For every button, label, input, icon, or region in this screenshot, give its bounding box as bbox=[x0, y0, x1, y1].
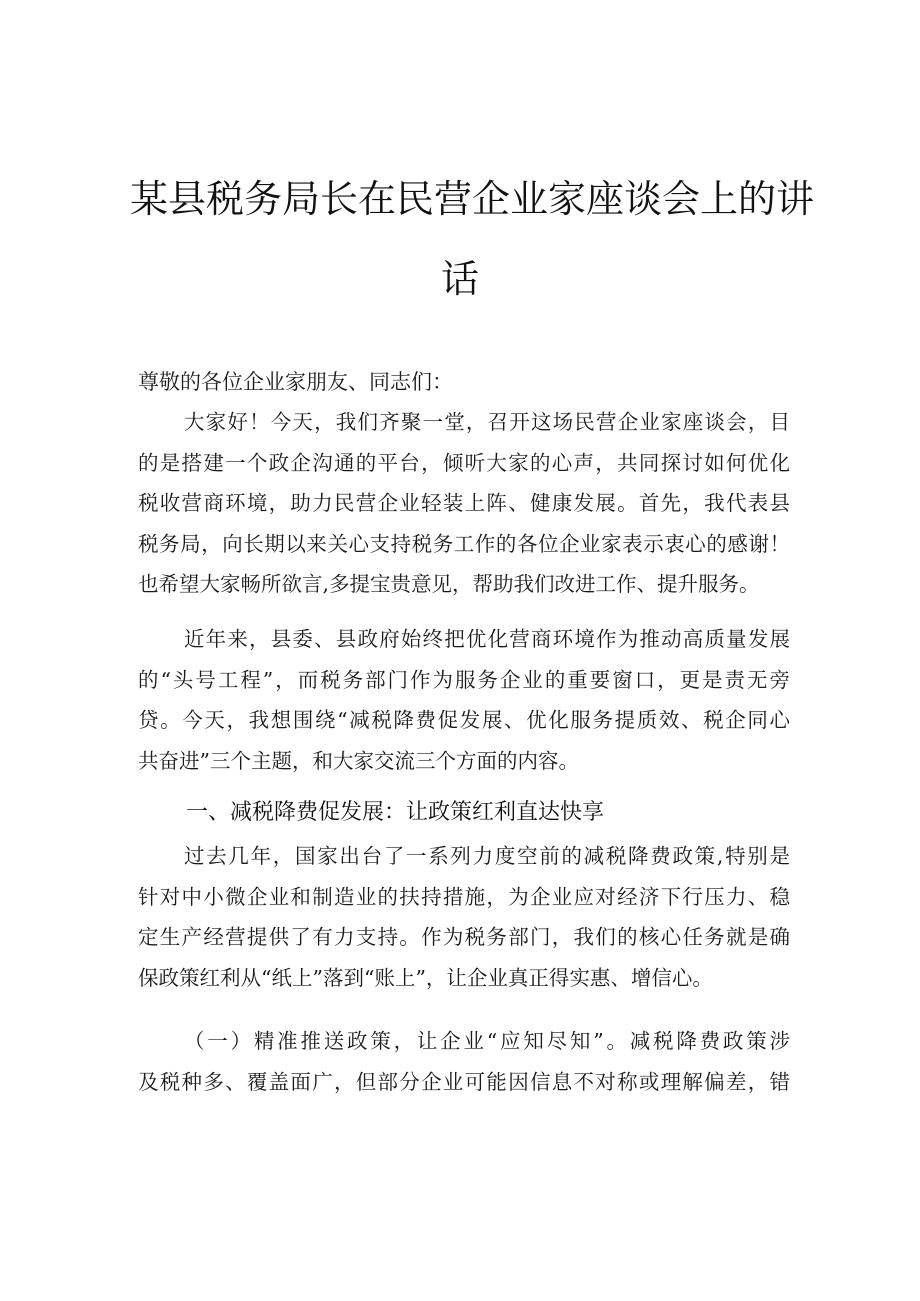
paragraph-themes bbox=[138, 619, 790, 781]
paragraph-line: 及税种多、覆盖面广，但部分企业可能因信息不对称或理解偏差，错 bbox=[138, 1069, 790, 1094]
paragraph-line: 保政策红利从“纸上”落到“账上”，让企业真正得实惠、增信心。 bbox=[138, 965, 713, 990]
paragraph-line: （一）精准推送政策，让企业“应知尽知”。减税降费政策涉 bbox=[184, 1029, 790, 1053]
paragraph-line: 共奋进”三个主题，和大家交流三个方面的内容。 bbox=[138, 748, 579, 773]
document-title-line-1: 某县税务局长在民营企业家座谈会上的讲 bbox=[130, 177, 815, 221]
document-title-line-2: 话 bbox=[440, 257, 479, 301]
paragraph-line: 贷。今天，我想围绕“减税降费促发展、优化服务提质效、税企同心 bbox=[138, 708, 790, 732]
paragraph-line: 大家好！今天，我们齐聚一堂，召开这场民营企业家座谈会，目 bbox=[184, 410, 790, 434]
paragraph-opening bbox=[138, 402, 790, 605]
paragraph-subsection-1 bbox=[138, 1021, 790, 1102]
paragraph-line: 定生产经营提供了有力支持。作为税务部门，我们的核心任务就是确 bbox=[138, 925, 790, 949]
paragraph-line: 近年来，县委、县政府始终把优化营商环境作为推动高质量发展 bbox=[184, 627, 790, 651]
paragraph-line: 税务局，向长期以来关心支持税务工作的各位企业家表示衷心的感谢！ bbox=[138, 531, 790, 556]
section-heading-1: 一、减税降费促发展：让政策红利直达快享 bbox=[186, 800, 605, 825]
paragraph-line: 的“头号工程”，而税务部门作为服务企业的重要窗口，更是责无旁 bbox=[138, 667, 790, 692]
paragraph-line: 针对中小微企业和制造业的扶持措施，为企业应对经济下行压力、稳 bbox=[138, 884, 790, 909]
paragraph-tax-relief bbox=[138, 836, 790, 998]
paragraph-line: 的是搭建一个政企沟通的平台，倾听大家的心声，共同探讨如何优化 bbox=[138, 450, 790, 475]
paragraph-line: 也希望大家畅所欲言,多提宝贵意见，帮助我们改进工作、提升服务。 bbox=[138, 572, 760, 596]
paragraph-line: 税收营商环境，助力民营企业轻装上阵、健康发展。首先，我代表县 bbox=[138, 491, 790, 515]
paragraph-line: 过去几年，国家出台了一系列力度空前的减税降费政策,特别是 bbox=[184, 844, 790, 868]
salutation: 尊敬的各位企业家朋友、同志们： bbox=[138, 370, 453, 394]
